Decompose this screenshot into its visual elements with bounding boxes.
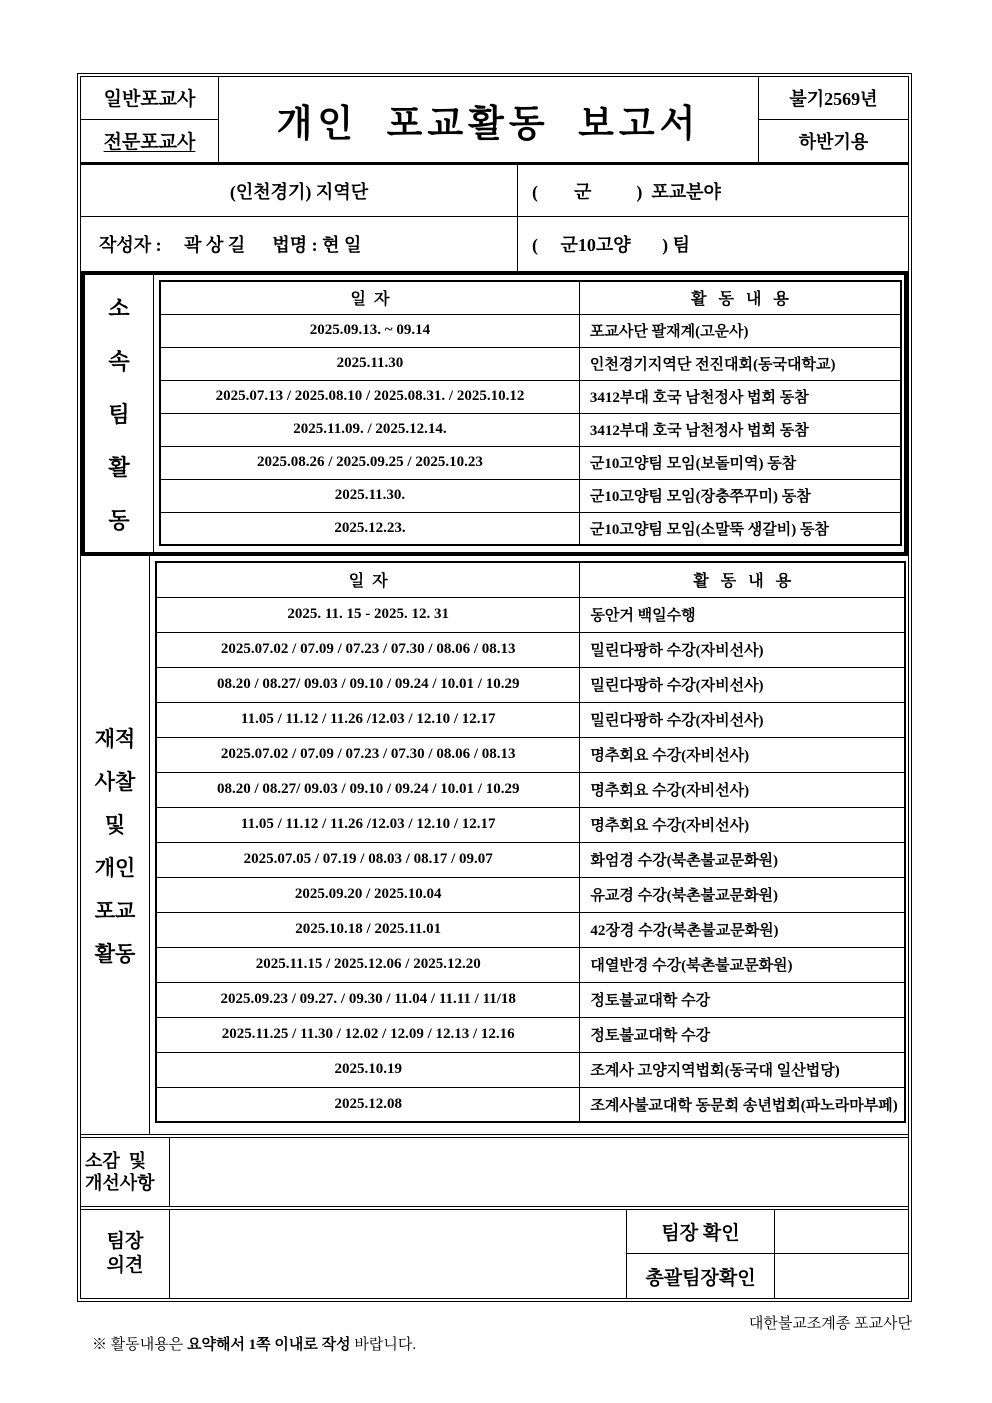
date-cell: 2025.07.13 / 2025.08.10 / 2025.08.31. / 2025.10.12 — [160, 380, 579, 413]
date-cell: 2025.11.30. — [160, 479, 579, 512]
leader-opinion-section — [81, 1210, 908, 1298]
date-cell: 2025.09.23 / 09.27. / 09.30 / 11.04 / 11.11 / 11/18 — [156, 982, 580, 1017]
table-row — [156, 1017, 905, 1052]
table-row — [160, 314, 901, 347]
mission-field-cell: ( 군 ) 포교분야 — [517, 165, 908, 216]
general-leader-confirm-label: 총괄팀장확인 — [627, 1254, 775, 1298]
date-cell: 08.20 / 08.27/ 09.03 / 09.10 / 09.24 / 10.01 / 10.29 — [156, 772, 580, 807]
table-row — [160, 380, 901, 413]
activity-cell: 3412부대 호국 남천정사 법회 동참 — [579, 413, 901, 446]
leader-opinion-content — [170, 1210, 626, 1298]
activity-cell: 밀린다팡하 수강(자비선사) — [580, 702, 905, 737]
date-cell: 2025.09.20 / 2025.10.04 — [156, 877, 580, 912]
label-char: 속 — [108, 349, 130, 374]
label-char: 팀 — [108, 402, 130, 427]
date-cell: 11.05 / 11.12 / 11.26 /12.03 / 12.10 / 12.17 — [156, 807, 580, 842]
activity-cell: 포교사단 팔재계(고운사) — [579, 314, 901, 347]
activity-cell: 유교경 수강(북촌불교문화원) — [580, 877, 905, 912]
table-row — [156, 947, 905, 982]
date-cell: 2025.10.18 / 2025.11.01 — [156, 912, 580, 947]
table-row — [160, 413, 901, 446]
activity-cell: 밀린다팡하 수강(자비선사) — [580, 632, 905, 667]
date-cell: 2025.08.26 / 2025.09.25 / 2025.10.23 — [160, 446, 579, 479]
leader-opinion-label — [81, 1210, 170, 1298]
label-char: 소 — [108, 296, 130, 321]
activity-column-header: 활 동 내 용 — [579, 281, 901, 314]
date-column-header: 일 자 — [160, 281, 579, 314]
date-cell: 2025.12.23. — [160, 512, 579, 545]
activity-cell: 명추회요 수강(자비선사) — [580, 807, 905, 842]
activity-cell: 군10고양팀 모임(보돌미역) 동참 — [579, 446, 901, 479]
team-leader-confirm-label: 팀장 확인 — [627, 1210, 775, 1254]
date-cell: 08.20 / 08.27/ 09.03 / 09.10 / 09.24 / 10.01 / 10.29 — [156, 667, 580, 702]
personal-activity-table-wrap — [150, 556, 908, 1134]
date-cell: 2025.09.13. ~ 09.14 — [160, 314, 579, 347]
team-leader-signature-cell — [775, 1210, 908, 1254]
date-column-header: 일 자 — [156, 562, 580, 597]
footnote — [77, 1312, 912, 1371]
label-word: 활동 — [94, 941, 136, 966]
activity-cell: 군10고양팀 모임(소말뚝 생갈비) 동참 — [579, 512, 901, 545]
activity-cell: 정토불교대학 수강 — [580, 1017, 905, 1052]
label-word: 사찰 — [94, 769, 136, 794]
activity-cell: 42장경 수강(북촌불교문화원) — [580, 912, 905, 947]
missionary-type-cells — [81, 77, 219, 162]
table-row — [156, 1087, 905, 1122]
date-cell: 2025.11.30 — [160, 347, 579, 380]
activity-cell: 3412부대 호국 남천정사 법회 동참 — [579, 380, 901, 413]
activity-cell: 군10고양팀 모임(장충쭈꾸미) 동참 — [579, 479, 901, 512]
table-header-row — [160, 281, 901, 314]
era-period-cells — [758, 77, 908, 162]
footnote-marker-icon: ※ — [92, 1337, 111, 1353]
label-word: 개인 — [94, 855, 136, 880]
activity-cell: 밀린다팡하 수강(자비선사) — [580, 667, 905, 702]
table-row — [156, 912, 905, 947]
table-row — [160, 446, 901, 479]
form-title: 개인 포교활동 보고서 — [276, 103, 701, 145]
date-cell: 2025.07.05 / 07.19 / 08.03 / 08.17 / 09.07 — [156, 842, 580, 877]
table-row — [156, 842, 905, 877]
table-row — [156, 702, 905, 737]
date-cell: 2025.11.15 / 2025.12.06 / 2025.12.20 — [156, 947, 580, 982]
remarks-label-line1: 소감 및 — [85, 1150, 147, 1171]
table-row — [156, 772, 905, 807]
region-cell: (인천경기) 지역단 — [229, 181, 369, 202]
date-cell: 2025.12.08 — [156, 1087, 580, 1122]
activity-cell: 명추회요 수강(자비선사) — [580, 772, 905, 807]
half-year-label: 하반기용 — [798, 131, 869, 152]
date-cell: 2025.11.09. / 2025.12.14. — [160, 413, 579, 446]
activity-cell: 대열반경 수강(북촌불교문화원) — [580, 947, 905, 982]
team-activity-section-label — [85, 275, 154, 552]
table-row — [160, 512, 901, 545]
professional-missionary-label: 전문포교사 — [103, 132, 196, 154]
date-cell: 2025. 11. 15 - 2025. 12. 31 — [156, 597, 580, 632]
date-cell: 2025.07.02 / 07.09 / 07.23 / 07.30 / 08.06 / 08.13 — [156, 737, 580, 772]
confirmation-table — [626, 1210, 908, 1298]
label-word: 포교 — [94, 898, 136, 923]
activity-cell: 인천경기지역단 전진대회(동국대학교) — [579, 347, 901, 380]
footnote-plain-text: 활동내용은 — [110, 1337, 187, 1353]
activity-cell: 정토불교대학 수강 — [580, 982, 905, 1017]
activity-cell: 조계사불교대학 동문회 송년법회(파노라마부페) — [580, 1087, 905, 1122]
personal-activity-section — [81, 556, 908, 1138]
footnote-organization: 대한불교조계종 포교사단 — [748, 1316, 912, 1332]
remarks-label-line2: 개선사항 — [85, 1173, 155, 1193]
activity-cell: 조계사 고양지역법회(동국대 일산법당) — [580, 1052, 905, 1087]
writer-cell: 작성자 : 곽 상 길 법명 : 현 일 — [99, 235, 362, 255]
personal-activity-section-label — [81, 556, 150, 1134]
remarks-label — [81, 1138, 170, 1206]
region-row — [81, 165, 908, 217]
activity-cell: 화엄경 수강(북촌불교문화원) — [580, 842, 905, 877]
general-missionary-label: 일반포교사 — [81, 77, 218, 120]
team-cell: ( 군10고양 ) 팀 — [517, 217, 908, 271]
team-activity-table-wrap — [154, 275, 904, 552]
personal-activity-table — [155, 561, 906, 1123]
writer-row — [81, 217, 908, 271]
remarks-content — [170, 1138, 908, 1206]
date-cell: 11.05 / 11.12 / 11.26 /12.03 / 12.10 / 12.17 — [156, 702, 580, 737]
report-form — [77, 73, 912, 1302]
footnote-plain-text: 바랍니다. — [350, 1337, 417, 1353]
label-word: 재적 — [94, 726, 136, 751]
table-row — [156, 877, 905, 912]
table-row — [156, 737, 905, 772]
date-cell: 2025.07.02 / 07.09 / 07.23 / 07.30 / 08.06 / 08.13 — [156, 632, 580, 667]
table-row — [156, 667, 905, 702]
team-activity-section — [81, 271, 908, 556]
table-header-row — [156, 562, 905, 597]
footnote-bold-text: 요약해서 1쪽 이내로 작성 — [186, 1337, 351, 1353]
activity-cell: 명추회요 수강(자비선사) — [580, 737, 905, 772]
opinion-label-line1: 팀장 — [106, 1231, 144, 1253]
opinion-label-line2: 의견 — [106, 1255, 144, 1276]
activity-cell: 동안거 백일수행 — [580, 597, 905, 632]
buddhist-era-label: 불기2569년 — [759, 77, 908, 120]
table-row — [156, 1052, 905, 1087]
table-row — [156, 632, 905, 667]
table-row — [156, 982, 905, 1017]
date-cell: 2025.10.19 — [156, 1052, 580, 1087]
footnote-instruction — [77, 1316, 416, 1371]
table-row — [160, 479, 901, 512]
table-row — [156, 807, 905, 842]
remarks-section — [81, 1138, 908, 1210]
form-header — [81, 77, 908, 165]
general-leader-signature-cell — [775, 1254, 908, 1298]
label-char: 활 — [108, 455, 130, 480]
label-word: 및 — [104, 812, 126, 837]
activity-column-header: 활 동 내 용 — [580, 562, 905, 597]
date-cell: 2025.11.25 / 11.30 / 12.02 / 12.09 / 12.13 / 12.16 — [156, 1017, 580, 1052]
table-row — [156, 597, 905, 632]
label-char: 동 — [108, 508, 130, 533]
team-activity-table — [159, 280, 902, 546]
table-row — [160, 347, 901, 380]
